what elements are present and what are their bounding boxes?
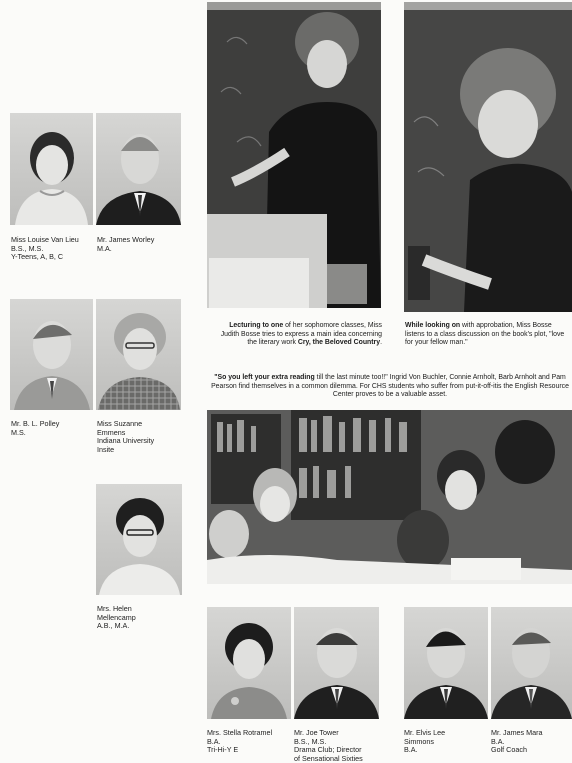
portrait-emmens — [96, 299, 181, 410]
caption-lead: "So you left your extra reading — [214, 374, 315, 381]
caption-work-title: Cry, the Beloved Country — [297, 339, 381, 347]
faculty-activity: Insite — [97, 444, 115, 454]
caption-listening — [405, 322, 570, 348]
portrait-figure-icon — [207, 607, 291, 719]
caption-end: . — [380, 339, 382, 347]
photo-resource-center — [207, 410, 572, 584]
faculty-activity: Drama Club; Director — [294, 745, 362, 755]
photo-lecturing — [207, 2, 381, 308]
faculty-name: Miss Suzanne — [97, 419, 143, 428]
faculty-degree: B.A. — [404, 745, 418, 755]
portrait-simmons — [404, 607, 488, 719]
faculty-degree: A.B., M.A. — [97, 621, 130, 631]
portrait-figure-icon — [96, 299, 181, 410]
caption-mellencamp — [97, 605, 136, 631]
caption-worley — [97, 236, 154, 253]
caption-polley — [11, 420, 59, 437]
faculty-activity: Y-Teens, A, B, C — [11, 252, 64, 262]
faculty-activity-cont: of Sensational Sixties — [294, 753, 363, 763]
caption-lead: While looking on — [405, 322, 461, 329]
caption-rotramel — [207, 729, 272, 755]
faculty-name: Miss Louise Van Lieu — [11, 235, 79, 244]
faculty-name: Mrs. Helen — [97, 604, 132, 613]
faculty-name: Mr. B. L. Polley — [11, 419, 60, 428]
portrait-rotramel — [207, 607, 291, 719]
portrait-mara — [491, 607, 572, 719]
caption-mara — [491, 729, 543, 755]
faculty-degree: B.A. — [491, 736, 505, 746]
caption-text: of her sophomore classes, Miss Judith Bosse tries to express a main idea concerning the literary work — [220, 322, 382, 347]
faculty-activity: Tri-Hi-Y E — [207, 745, 239, 755]
faculty-degree: B.S., M.S. — [11, 243, 44, 253]
photo-listening — [404, 2, 572, 312]
faculty-name: Mr. James Worley — [97, 235, 155, 244]
faculty-name: Mr. James Mara — [491, 728, 543, 737]
faculty-name-cont: Emmens — [97, 427, 126, 437]
portrait-figure-icon — [10, 113, 93, 225]
caption-resource-center — [208, 374, 572, 400]
portrait-figure-icon — [96, 113, 181, 225]
portrait-figure-icon — [96, 484, 182, 595]
portrait-van-lieu — [10, 113, 93, 225]
portrait-figure-icon — [404, 607, 488, 719]
faculty-name-cont: Mellencamp — [97, 612, 136, 622]
faculty-degree: M.A. — [97, 243, 112, 253]
faculty-degree: M.S. — [11, 427, 26, 437]
portrait-figure-icon — [294, 607, 379, 719]
faculty-name: Mrs. Stella Rotramel — [207, 728, 273, 737]
faculty-degree: B.A. — [207, 736, 221, 746]
caption-van-lieu — [11, 236, 79, 262]
teacher-listening-figure-icon — [404, 2, 572, 312]
faculty-activity: Golf Coach — [491, 745, 527, 755]
caption-text: till the last minute too!!" Ingrid Von Buchler, Connie Arnholt, Barb Arnholt and Pam Pearson find themselves in a common dilemma. For CHS students who suffer from put-it-off-itis the English Resource Center proves to be a valuable asset. — [211, 374, 569, 399]
caption-lead: Lecturing to one — [229, 322, 284, 329]
portrait-worley — [96, 113, 181, 225]
portrait-mellencamp — [96, 484, 182, 595]
portrait-figure-icon — [10, 299, 93, 410]
faculty-name-cont: Simmons — [404, 736, 434, 746]
students-group-figure-icon — [207, 410, 572, 584]
caption-text: with approbation, Miss Bosse listens to a class discussion on the book's plot, "love for your fellow man." — [405, 322, 565, 347]
faculty-degree: Indiana University — [97, 436, 155, 446]
caption-emmens — [97, 420, 154, 454]
portrait-polley — [10, 299, 93, 410]
caption-lecturing — [212, 322, 382, 348]
caption-simmons — [404, 729, 445, 755]
caption-tower — [294, 729, 363, 763]
faculty-degree: B.S., M.S. — [294, 736, 327, 746]
teacher-lecturing-figure-icon — [207, 2, 381, 308]
faculty-name: Mr. Elvis Lee — [404, 728, 446, 737]
portrait-tower — [294, 607, 379, 719]
faculty-name: Mr. Joe Tower — [294, 728, 339, 737]
portrait-figure-icon — [491, 607, 572, 719]
